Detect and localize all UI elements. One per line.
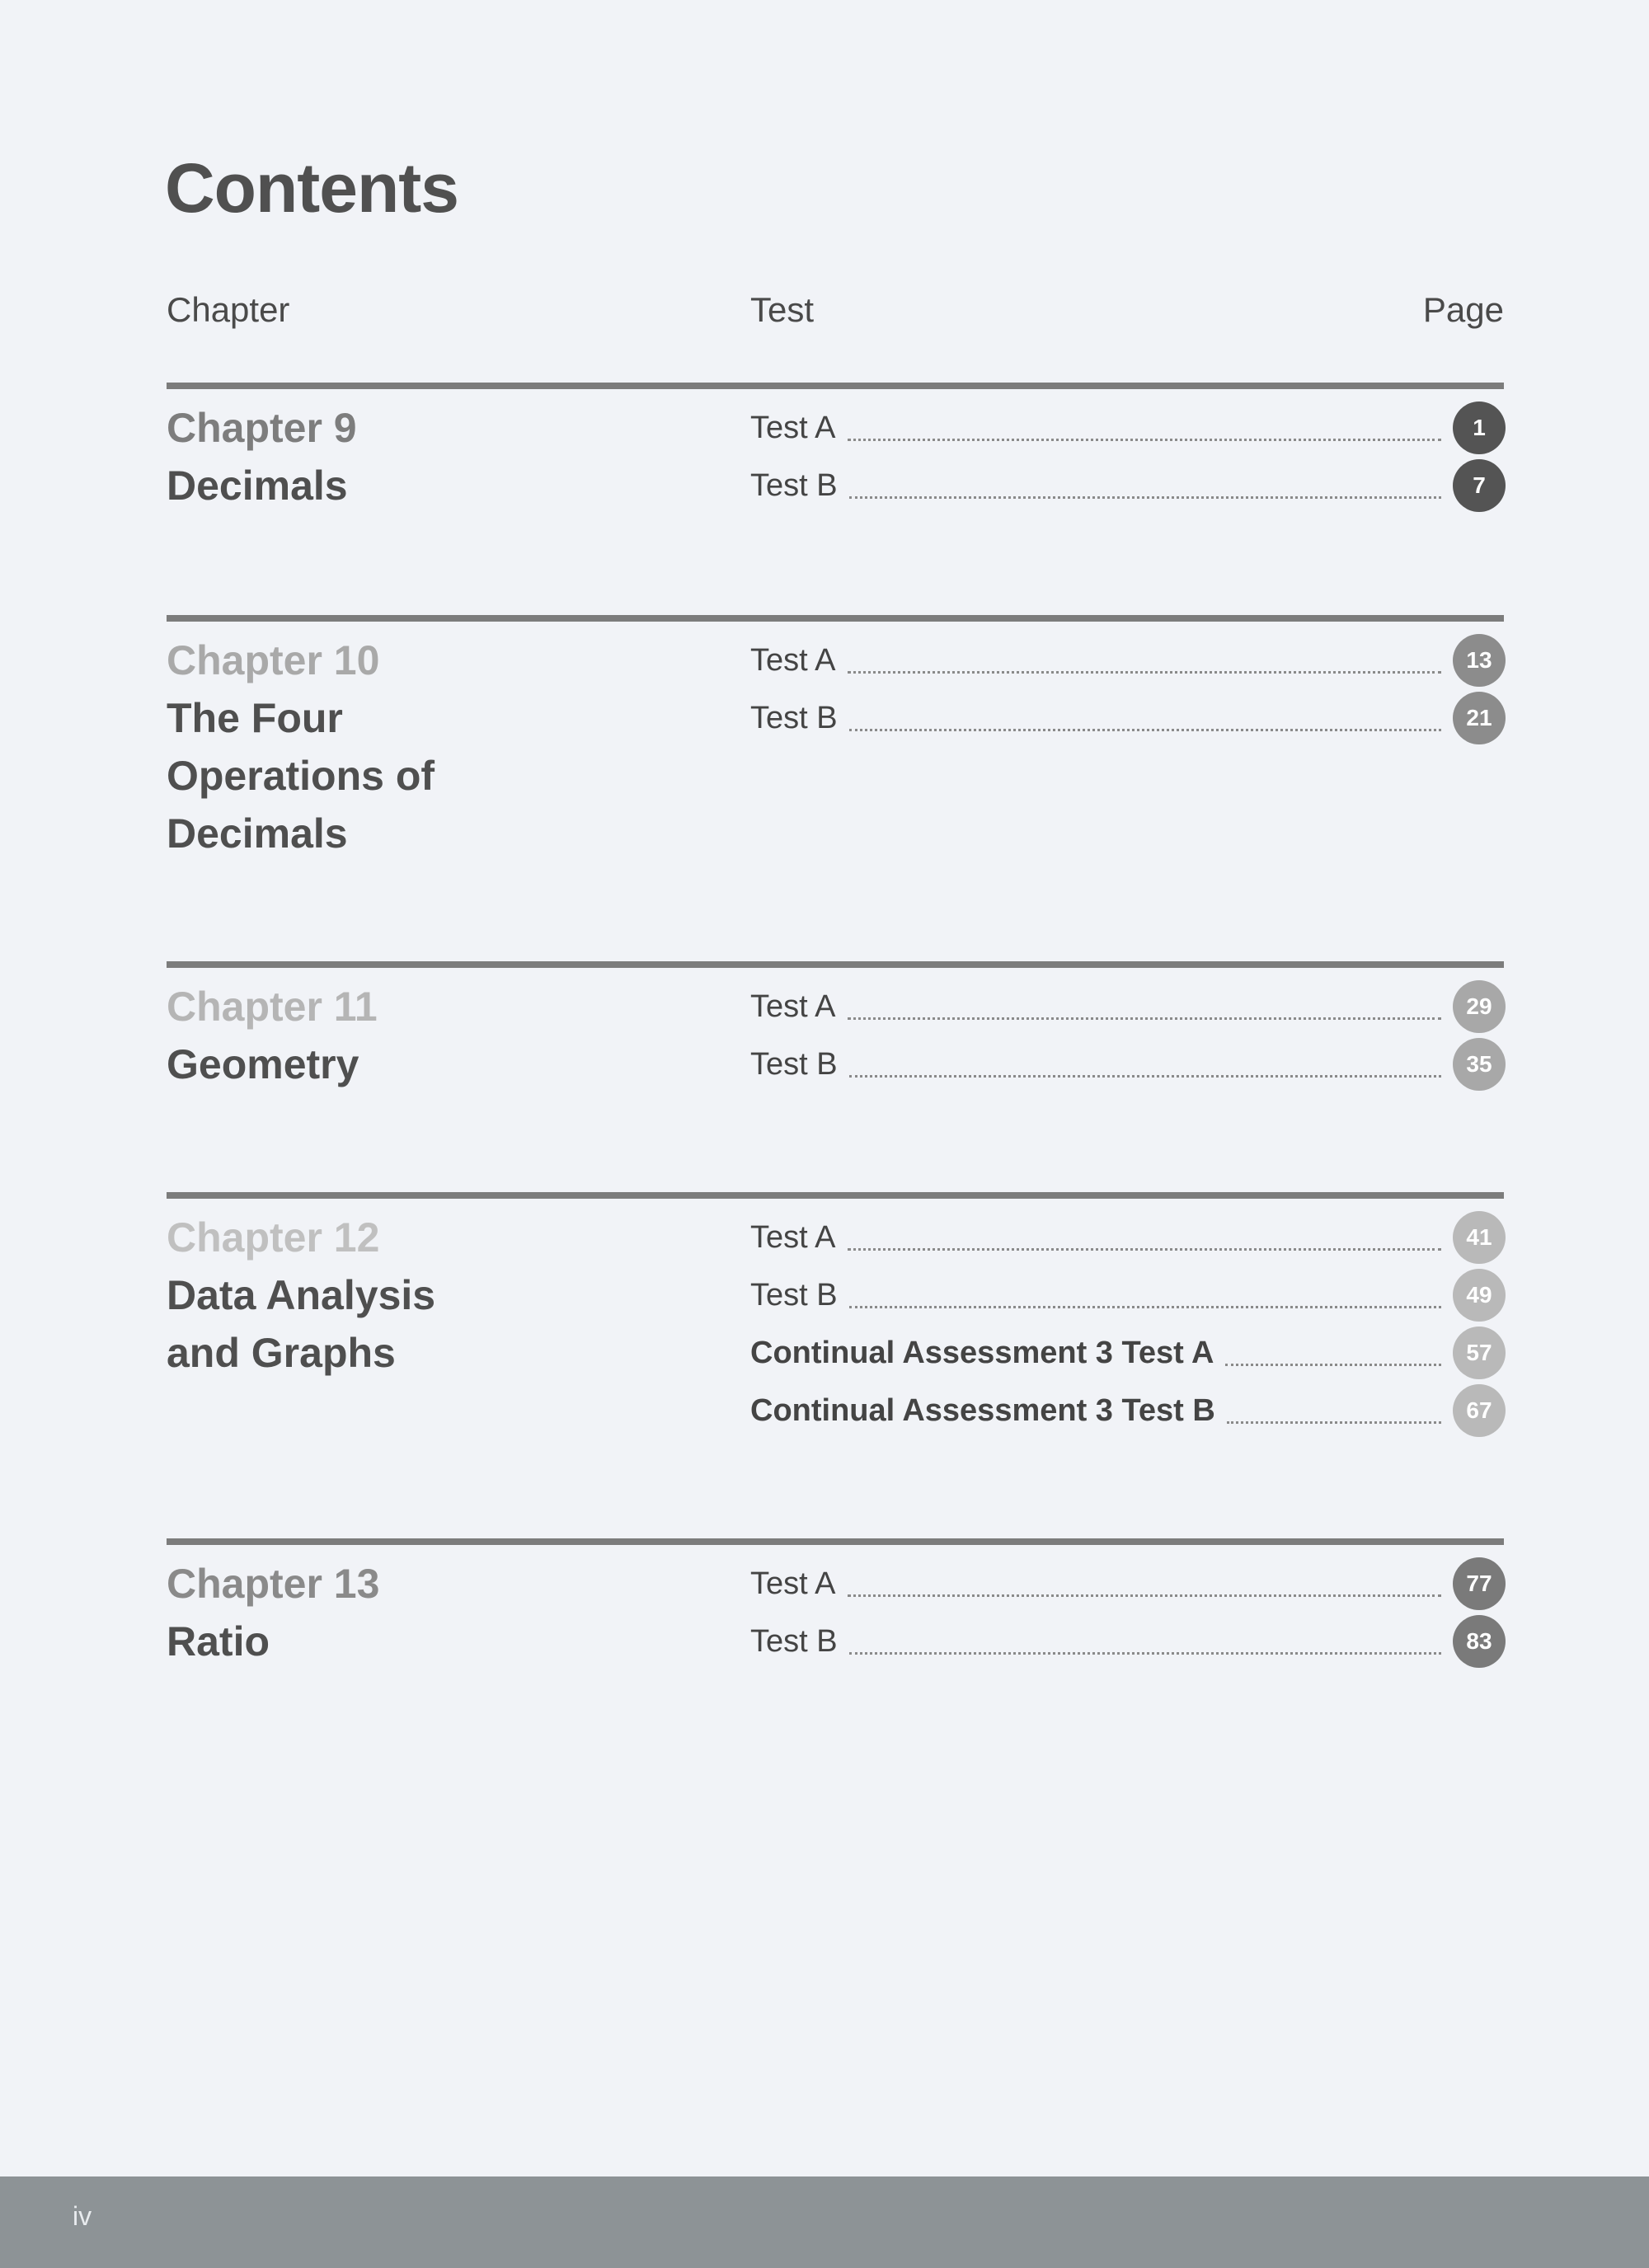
test-label: Test B	[750, 467, 838, 503]
test-label: Test B	[750, 1277, 838, 1312]
page-number-badge: 67	[1453, 1384, 1506, 1437]
chapter-number: Chapter 13	[167, 1561, 380, 1607]
column-header-page: Page	[1422, 290, 1504, 329]
toc-entry[interactable]	[750, 1382, 1506, 1439]
page-footer	[0, 2176, 1649, 2268]
page-number-badge: 7	[1453, 459, 1506, 512]
chapter-heading	[167, 632, 435, 862]
test-label: Test A	[750, 1566, 836, 1601]
page-number-badge: 83	[1453, 1615, 1506, 1668]
toc-entry[interactable]	[750, 689, 1506, 747]
chapter-heading	[167, 978, 378, 1093]
page-number-badge: 21	[1453, 692, 1506, 744]
test-label: Test A	[750, 988, 836, 1024]
section-divider	[167, 1538, 1504, 1545]
page-number-badge: 29	[1453, 980, 1506, 1033]
section-divider	[167, 961, 1504, 968]
chapter-title: Decimals	[167, 463, 348, 509]
dot-leader	[1227, 1421, 1441, 1424]
chapter-number: Chapter 9	[167, 405, 357, 451]
test-label: Test A	[750, 642, 836, 678]
chapter-title: Geometry	[167, 1041, 359, 1087]
test-label: Test B	[750, 700, 838, 735]
chapter-title: and Graphs	[167, 1330, 396, 1376]
column-header-test: Test	[750, 290, 815, 329]
toc-entry[interactable]	[750, 1035, 1506, 1093]
chapter-title: The Four	[167, 695, 343, 741]
page-number-badge: 13	[1453, 634, 1506, 687]
page-number-badge: 49	[1453, 1269, 1506, 1322]
dot-leader	[849, 1075, 1441, 1078]
page-number-badge: 35	[1453, 1038, 1506, 1091]
toc-entry[interactable]	[750, 1266, 1506, 1324]
test-label: Test A	[750, 410, 836, 445]
toc-entry[interactable]	[750, 1613, 1506, 1670]
dot-leader	[848, 1248, 1442, 1251]
page-number-badge: 77	[1453, 1557, 1506, 1610]
dot-leader	[1225, 1364, 1441, 1366]
toc-entry[interactable]	[750, 1209, 1506, 1266]
toc-entry[interactable]	[750, 1324, 1506, 1382]
chapter-title: Decimals	[167, 810, 348, 857]
toc-entry[interactable]	[750, 399, 1506, 457]
page-number-badge: 1	[1453, 401, 1506, 454]
dot-leader	[848, 1594, 1442, 1597]
page-number-badge: 57	[1453, 1327, 1506, 1379]
dot-leader	[848, 1017, 1442, 1020]
section-divider	[167, 383, 1504, 389]
toc-entry[interactable]	[750, 1555, 1506, 1613]
column-header-chapter: Chapter	[167, 290, 290, 329]
test-label: Test B	[750, 1046, 838, 1082]
chapter-number: Chapter 12	[167, 1214, 380, 1261]
chapter-number: Chapter 10	[167, 637, 380, 683]
chapter-number: Chapter 11	[167, 984, 378, 1030]
dot-leader	[849, 1652, 1441, 1655]
section-divider	[167, 615, 1504, 622]
section-divider	[167, 1192, 1504, 1199]
chapter-title: Ratio	[167, 1618, 270, 1665]
page-number-badge: 41	[1453, 1211, 1506, 1264]
toc-entry[interactable]	[750, 632, 1506, 689]
chapter-title: Operations of	[167, 753, 435, 799]
test-label: Continual Assessment 3 Test B	[750, 1392, 1215, 1428]
test-label: Test B	[750, 1623, 838, 1659]
chapter-heading	[167, 399, 357, 514]
dot-leader	[848, 671, 1442, 674]
chapter-heading	[167, 1555, 379, 1670]
page-title: Contents	[165, 149, 458, 227]
dot-leader	[849, 496, 1441, 499]
toc-entry[interactable]	[750, 457, 1506, 514]
dot-leader	[848, 439, 1442, 441]
dot-leader	[849, 1306, 1441, 1308]
dot-leader	[849, 729, 1441, 731]
page-number: iv	[73, 2201, 92, 2231]
toc-entry[interactable]	[750, 978, 1506, 1035]
chapter-heading	[167, 1209, 435, 1382]
test-label: Test A	[750, 1219, 836, 1255]
test-label: Continual Assessment 3 Test A	[750, 1335, 1214, 1370]
chapter-title: Data Analysis	[167, 1272, 436, 1318]
